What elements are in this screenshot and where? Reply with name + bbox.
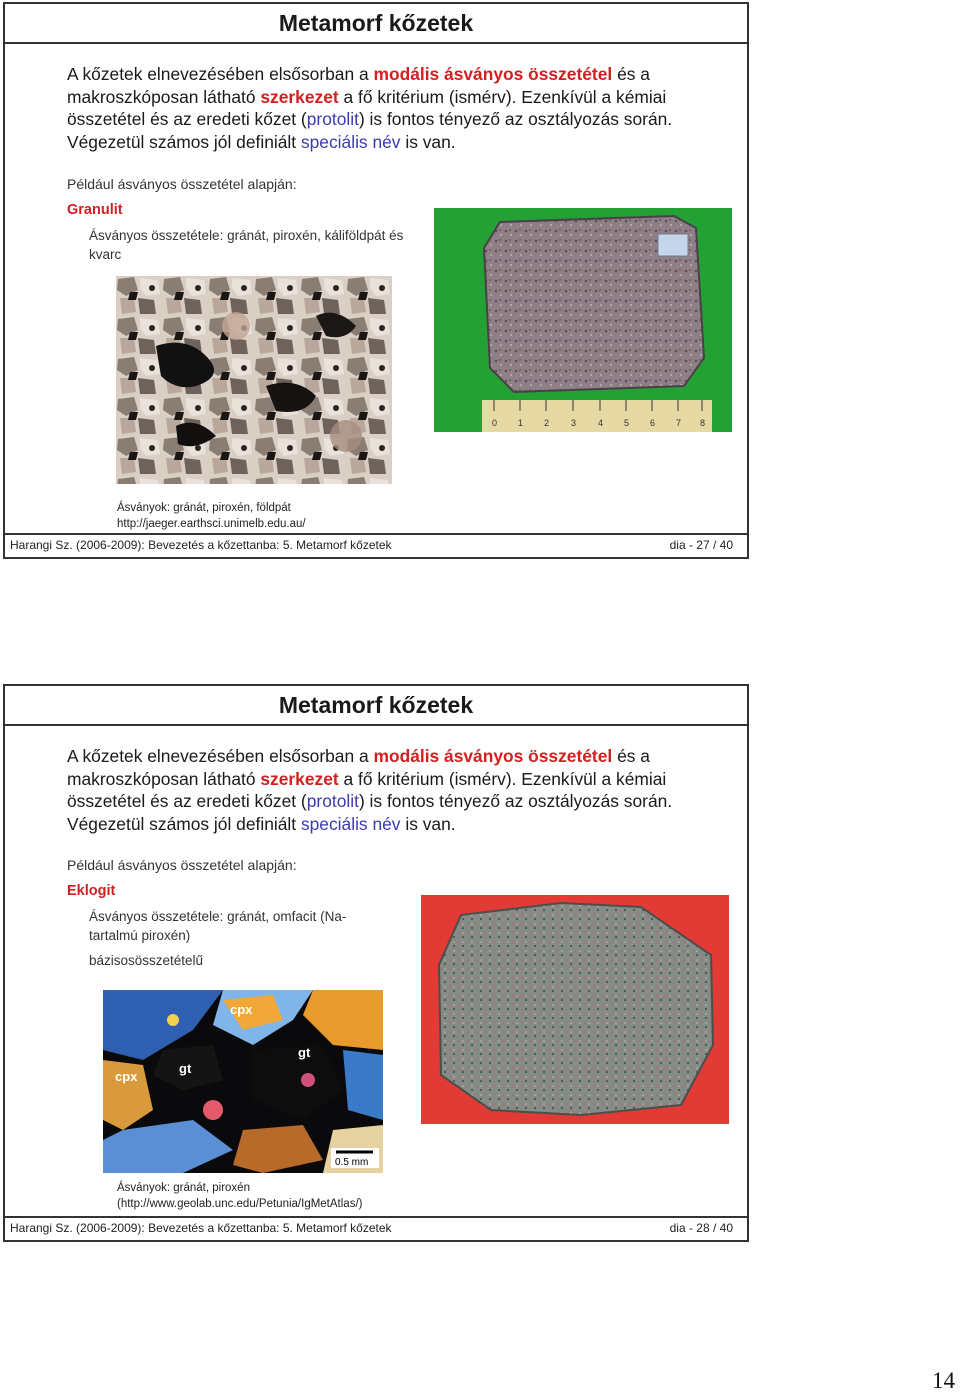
slide-footer bbox=[5, 533, 747, 557]
rock-name: Granulit bbox=[67, 202, 123, 218]
mineral-composition: Ásványos összetétele: gránát, piroxén, káliföldpát és kvarc bbox=[89, 228, 404, 262]
ruler-number: 2 bbox=[544, 418, 550, 428]
image-caption: Ásványok: gránát, piroxén (http://www.geolab.unc.edu/Petunia/IgMetAtlas/) bbox=[117, 1182, 363, 1210]
highlight-modal-composition: modális ásványos összetétel bbox=[373, 64, 613, 84]
mineral-label-cpx: cpx bbox=[115, 1069, 138, 1084]
mineral-label-gt: gt bbox=[179, 1061, 192, 1076]
slide-title: Metamorf kőzetek bbox=[278, 10, 474, 36]
intro-paragraph: A kőzetek elnevezésében elsősorban a modális ásványos összetétel és a makroszkóposan látható szerkezet a fő kritérium (ismérv). Ezenkívül a kémiai összetétel és az eredeti kőzet (protolit) is fontos tényező az osztályozás során. Végezetül számos jól definiált speciális név is van. bbox=[67, 746, 673, 834]
highlight-protolith: protolit bbox=[306, 791, 359, 811]
example-label: Például ásványos összetétel alapján: bbox=[67, 857, 297, 873]
thin-section-image bbox=[103, 990, 383, 1173]
intro-paragraph: A kőzetek elnevezésében elsősorban a modális ásványos összetétel és a makroszkóposan látható szerkezet a fő kritérium (ismérv). Ezenkívül a kémiai összetétel és az eredeti kőzet (protolit) is fontos tényező az osztályozás során. Végezetül számos jól definiált speciális név is van. bbox=[67, 64, 673, 152]
ruler-number: 4 bbox=[598, 418, 604, 428]
rock-sample-photo bbox=[434, 208, 732, 432]
rock-sample-photo bbox=[421, 895, 729, 1124]
ruler-number: 5 bbox=[624, 418, 630, 428]
slide-title-bar bbox=[5, 4, 747, 44]
ruler-number: 7 bbox=[676, 418, 682, 428]
highlight-modal-composition: modális ásványos összetétel bbox=[373, 746, 613, 766]
ruler-number: 6 bbox=[650, 418, 656, 428]
footer-slide-number: dia - 27 / 40 bbox=[669, 538, 733, 552]
footer-course: Harangi Sz. (2006-2009): Bevezetés a kőzettanba: 5. Metamorf kőzetek bbox=[10, 538, 392, 552]
slide-27 bbox=[3, 2, 749, 559]
highlight-protolith: protolit bbox=[306, 109, 359, 129]
source-url: (http://www.geolab.unc.edu/Petunia/IgMetAtlas/) bbox=[117, 1198, 363, 1210]
scale-bar-label: 0.5 mm bbox=[335, 1157, 369, 1168]
mineral-composition: Ásványos összetétele: gránát, omfacit (Na-tartalmú piroxén) bbox=[89, 909, 347, 943]
ruler-number: 8 bbox=[700, 418, 706, 428]
slide-28 bbox=[3, 684, 749, 1242]
ruler-number: 0 bbox=[492, 418, 498, 428]
slide-title: Metamorf kőzetek bbox=[278, 692, 474, 718]
page-number: 14 bbox=[932, 1368, 955, 1393]
source-url: http://jaeger.earthsci.unimelb.edu.au/ bbox=[117, 518, 306, 530]
image-caption: Ásványok: gránát, piroxén, földpát http://jaeger.earthsci.unimelb.edu.au/ bbox=[117, 502, 306, 530]
highlight-structure: szerkezet bbox=[260, 86, 339, 107]
mineral-label-cpx: cpx bbox=[230, 1002, 253, 1017]
footer-course: Harangi Sz. (2006-2009): Bevezetés a kőzettanba: 5. Metamorf kőzetek bbox=[10, 1221, 392, 1235]
mineral-label-gt: gt bbox=[298, 1045, 311, 1060]
highlight-special-name: speciális név bbox=[300, 131, 401, 152]
ruler-number: 1 bbox=[518, 418, 524, 428]
thin-section-image bbox=[116, 276, 392, 484]
slide-footer bbox=[5, 1216, 747, 1240]
footer-slide-number: dia - 28 / 40 bbox=[669, 1221, 733, 1235]
slide-title-bar bbox=[5, 686, 747, 726]
highlight-special-name: speciális név bbox=[300, 813, 401, 834]
ruler-number: 3 bbox=[571, 418, 577, 428]
highlight-structure: szerkezet bbox=[260, 768, 339, 789]
example-label: Például ásványos összetétel alapján: bbox=[67, 176, 297, 192]
composition-note: bázisosösszetételű bbox=[89, 953, 204, 968]
rock-name: Eklogit bbox=[67, 883, 116, 899]
